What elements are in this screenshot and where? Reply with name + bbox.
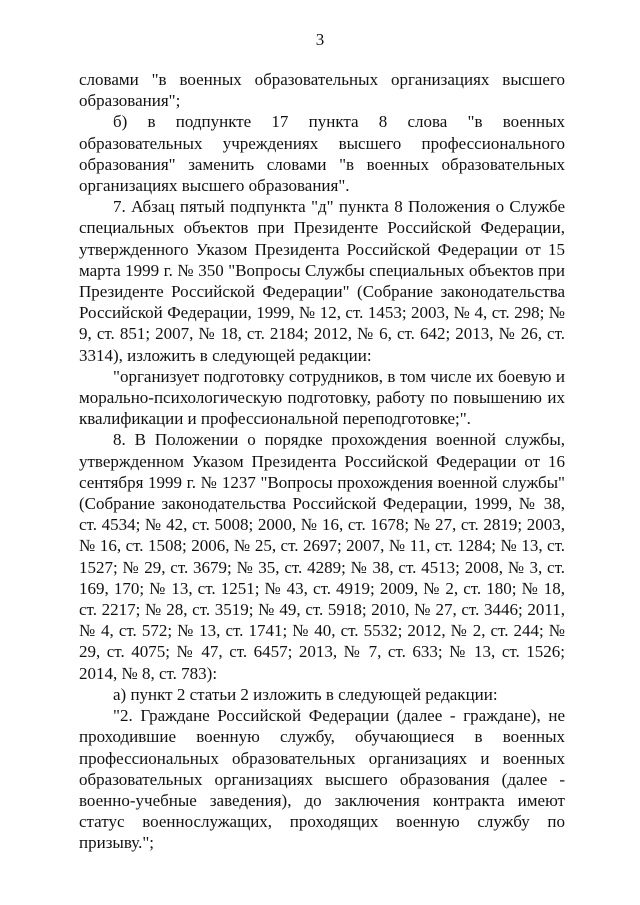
paragraph-4: "организует подготовку сотрудников, в том числе их боевую и морально-психологическую подготовку, работу по повышению их квалификации и профессиональной переподготовке;". [79, 366, 565, 429]
paragraph-3: 7. Абзац пятый подпункта "д" пункта 8 Положения о Службе специальных объектов при Президенте Российской Федерации, утвержденного Указом Президента Российской Федерации от 15 марта 1999 г. № 350 "Вопросы Службы специальных объектов при Президенте Российской Федерации" (Собрание законодательства Российской Федерации, 1999, № 12, ст. 1453; 2003, № 4, ст. 298; № 9, ст. 851; 2007, № 18, ст. 2184; 2012, № 6, ст. 642; 2013, № 26, ст. 3314), изложить в следующей редакции: [79, 197, 565, 365]
paragraph-1: словами "в военных образовательных организациях высшего образования"; [79, 70, 565, 111]
document-body [79, 69, 565, 854]
paragraph-2: б) в подпункте 17 пункта 8 слова "в военных образовательных учреждениях высшего профессионального образования" заменить словами "в военных образовательных организациях высшего образования". [79, 112, 565, 196]
page-number: 3 [315, 30, 325, 49]
paragraph-6: а) пункт 2 статьи 2 изложить в следующей редакции: [113, 684, 498, 704]
paragraph-5: 8. В Положении о порядке прохождения военной службы, утвержденном Указом Президента Российской Федерации от 16 сентября 1999 г. № 1237 "Вопросы прохождения военной службы" (Собрание законодательства Российской Федерации, 1999, № 38, ст. 4534; № 42, ст. 5008; 2000, № 16, ст. 1678; № 27, ст. 2819; 2003, № 16, ст. 1508; 2006, № 25, ст. 2697; 2007, № 11, ст. 1284; № 13, ст. 1527; № 29, ст. 3679; № 35, ст. 4289; № 38, ст. 4513; 2008, № 3, ст. 169, 170; № 13, ст. 1251; № 43, ст. 4919; 2009, № 2, ст. 180; № 18, ст. 2217; № 28, ст. 3519; № 49, ст. 5918; 2010, № 27, ст. 3446; 2011, № 4, ст. 572; № 13, ст. 1741; № 40, ст. 5532; 2012, № 2, ст. 244; № 29, ст. 4075; № 47, ст. 6457; 2013, № 7, ст. 633; № 13, ст. 1526; 2014, № 8, ст. 783): [79, 430, 565, 683]
paragraph-7: "2. Граждане Российской Федерации (далее - граждане), не проходившие военную службу, обучающиеся в военных профессиональных образовательных организациях и военных образовательных организациях высшего образования (далее - военно-учебные заведения), до заключения контракта имеют статус военнослужащих, проходящих военную службу по призыву."; [79, 706, 565, 853]
